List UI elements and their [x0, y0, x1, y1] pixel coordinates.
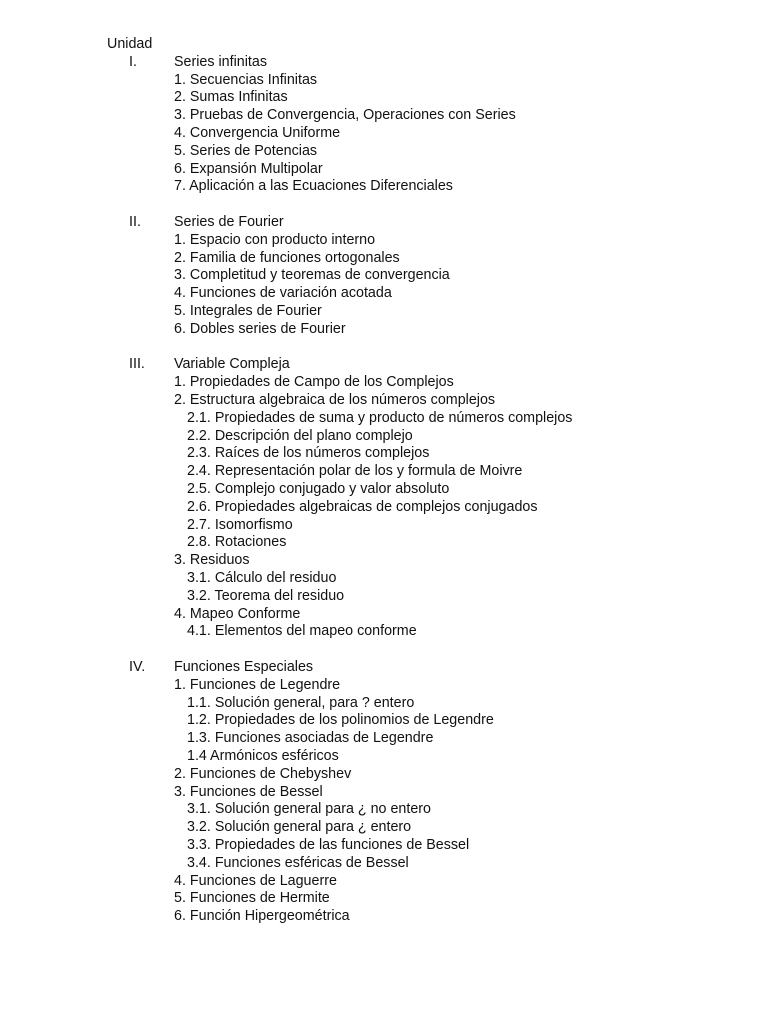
item-text: 2.4. Representación polar de los y formula de Moivre	[187, 463, 523, 480]
item-text: 3.2. Solución general para ¿ entero	[187, 819, 412, 836]
subtopic-item	[0, 517, 768, 535]
unit-title: Variable Compleja	[174, 356, 290, 373]
item-text: 3.2. Teorema del residuo	[187, 587, 345, 604]
unit-section	[0, 659, 768, 926]
item-text: 1.2. Propiedades de los polinomios de Legendre	[187, 712, 494, 729]
topic-item	[0, 908, 768, 926]
unit-heading	[0, 659, 768, 677]
item-text: 6. Función Hipergeométrica	[174, 908, 350, 925]
subtopic-item	[0, 428, 768, 446]
topic-item	[0, 784, 768, 802]
topic-item	[0, 89, 768, 107]
subtopic-item	[0, 534, 768, 552]
unit-section	[0, 214, 768, 339]
item-text: 2.1. Propiedades de suma y producto de números complejos	[187, 409, 573, 426]
item-text: 1. Secuencias Infinitas	[174, 71, 318, 88]
subtopic-item	[0, 623, 768, 641]
item-text: 2.7. Isomorfismo	[187, 516, 293, 533]
subtopic-item	[0, 855, 768, 873]
item-text: 4. Convergencia Uniforme	[174, 124, 341, 141]
item-text: 1. Espacio con producto interno	[174, 231, 376, 248]
topic-item	[0, 232, 768, 250]
item-text: 1.4 Armónicos esféricos	[187, 747, 339, 764]
topic-item	[0, 303, 768, 321]
unit-heading	[0, 214, 768, 232]
item-text: 3. Residuos	[174, 552, 250, 569]
item-text: 3.3. Propiedades de las funciones de Bessel	[187, 836, 470, 853]
item-text: 2.8. Rotaciones	[187, 534, 287, 551]
item-text: 2.5. Complejo conjugado y valor absoluto	[187, 480, 450, 497]
item-text: 4. Funciones de Laguerre	[174, 872, 337, 889]
item-text: 2.2. Descripción del plano complejo	[187, 427, 413, 444]
item-text: 4.1. Elementos del mapeo conforme	[187, 623, 417, 640]
item-text: 3.1. Solución general para ¿ no entero	[187, 801, 432, 818]
item-text: 2.6. Propiedades algebraicas de complejos conjugados	[187, 498, 538, 515]
item-text: 1. Propiedades de Campo de los Complejos	[174, 374, 454, 391]
subtopic-item	[0, 801, 768, 819]
topic-item	[0, 552, 768, 570]
subtopic-item	[0, 410, 768, 428]
item-text: 5. Funciones de Hermite	[174, 890, 330, 907]
subtopic-item	[0, 499, 768, 517]
topic-item	[0, 72, 768, 90]
unit-heading	[0, 356, 768, 374]
unit-numeral: II.	[129, 214, 141, 230]
document-header: Unidad	[107, 36, 153, 52]
topic-item	[0, 267, 768, 285]
item-text: 5. Integrales de Fourier	[174, 302, 322, 319]
topic-item	[0, 677, 768, 695]
item-text: 7. Aplicación a las Ecuaciones Diferenciales	[174, 178, 453, 195]
item-text: 2. Estructura algebraica de los números complejos	[174, 391, 496, 408]
unit-heading	[0, 54, 768, 72]
topic-item	[0, 766, 768, 784]
item-text: 3.1. Cálculo del residuo	[187, 569, 337, 586]
topic-item	[0, 873, 768, 891]
item-text: 4. Mapeo Conforme	[174, 605, 301, 622]
topic-item	[0, 606, 768, 624]
topic-item	[0, 285, 768, 303]
subtopic-item	[0, 837, 768, 855]
topic-item	[0, 374, 768, 392]
topic-item	[0, 125, 768, 143]
topic-item	[0, 178, 768, 196]
topic-item	[0, 890, 768, 908]
topic-item	[0, 392, 768, 410]
subtopic-item	[0, 730, 768, 748]
subtopic-item	[0, 445, 768, 463]
item-text: 6. Expansión Multipolar	[174, 160, 323, 177]
topic-item	[0, 161, 768, 179]
unit-section	[0, 54, 768, 196]
item-text: 3. Completitud y teoremas de convergencia	[174, 267, 450, 284]
unit-numeral: I.	[129, 53, 137, 70]
item-text: 3. Pruebas de Convergencia, Operaciones con Series	[174, 107, 516, 124]
item-text: 3. Funciones de Bessel	[174, 783, 323, 800]
topic-item	[0, 107, 768, 125]
item-text: 2.3. Raíces de los números complejos	[187, 445, 430, 462]
subtopic-item	[0, 748, 768, 766]
item-text: 3.4. Funciones esféricas de Bessel	[187, 854, 409, 871]
item-text: 5. Series de Potencias	[174, 142, 318, 159]
subtopic-item	[0, 463, 768, 481]
topic-item	[0, 143, 768, 161]
subtopic-item	[0, 695, 768, 713]
unit-title: Series infinitas	[174, 53, 267, 70]
item-text: 2. Familia de funciones ortogonales	[174, 249, 400, 266]
topic-item	[0, 321, 768, 339]
item-text: 6. Dobles series de Fourier	[174, 320, 346, 337]
subtopic-item	[0, 588, 768, 606]
subtopic-item	[0, 712, 768, 730]
item-text: 2. Sumas Infinitas	[174, 89, 288, 106]
item-text: 1.1. Solución general, para ? entero	[187, 694, 415, 711]
unit-numeral: IV.	[129, 659, 146, 675]
item-text: 4. Funciones de variación acotada	[174, 285, 392, 302]
item-text: 1.3. Funciones asociadas de Legendre	[187, 730, 434, 747]
subtopic-item	[0, 570, 768, 588]
item-text: 2. Funciones de Chebyshev	[174, 765, 352, 782]
subtopic-item	[0, 481, 768, 499]
unit-numeral: III.	[129, 356, 145, 373]
unit-section	[0, 356, 768, 641]
unit-title: Funciones Especiales	[174, 659, 314, 675]
subtopic-item	[0, 819, 768, 837]
topic-item	[0, 250, 768, 268]
unit-title: Series de Fourier	[174, 214, 284, 230]
item-text: 1. Funciones de Legendre	[174, 676, 341, 693]
